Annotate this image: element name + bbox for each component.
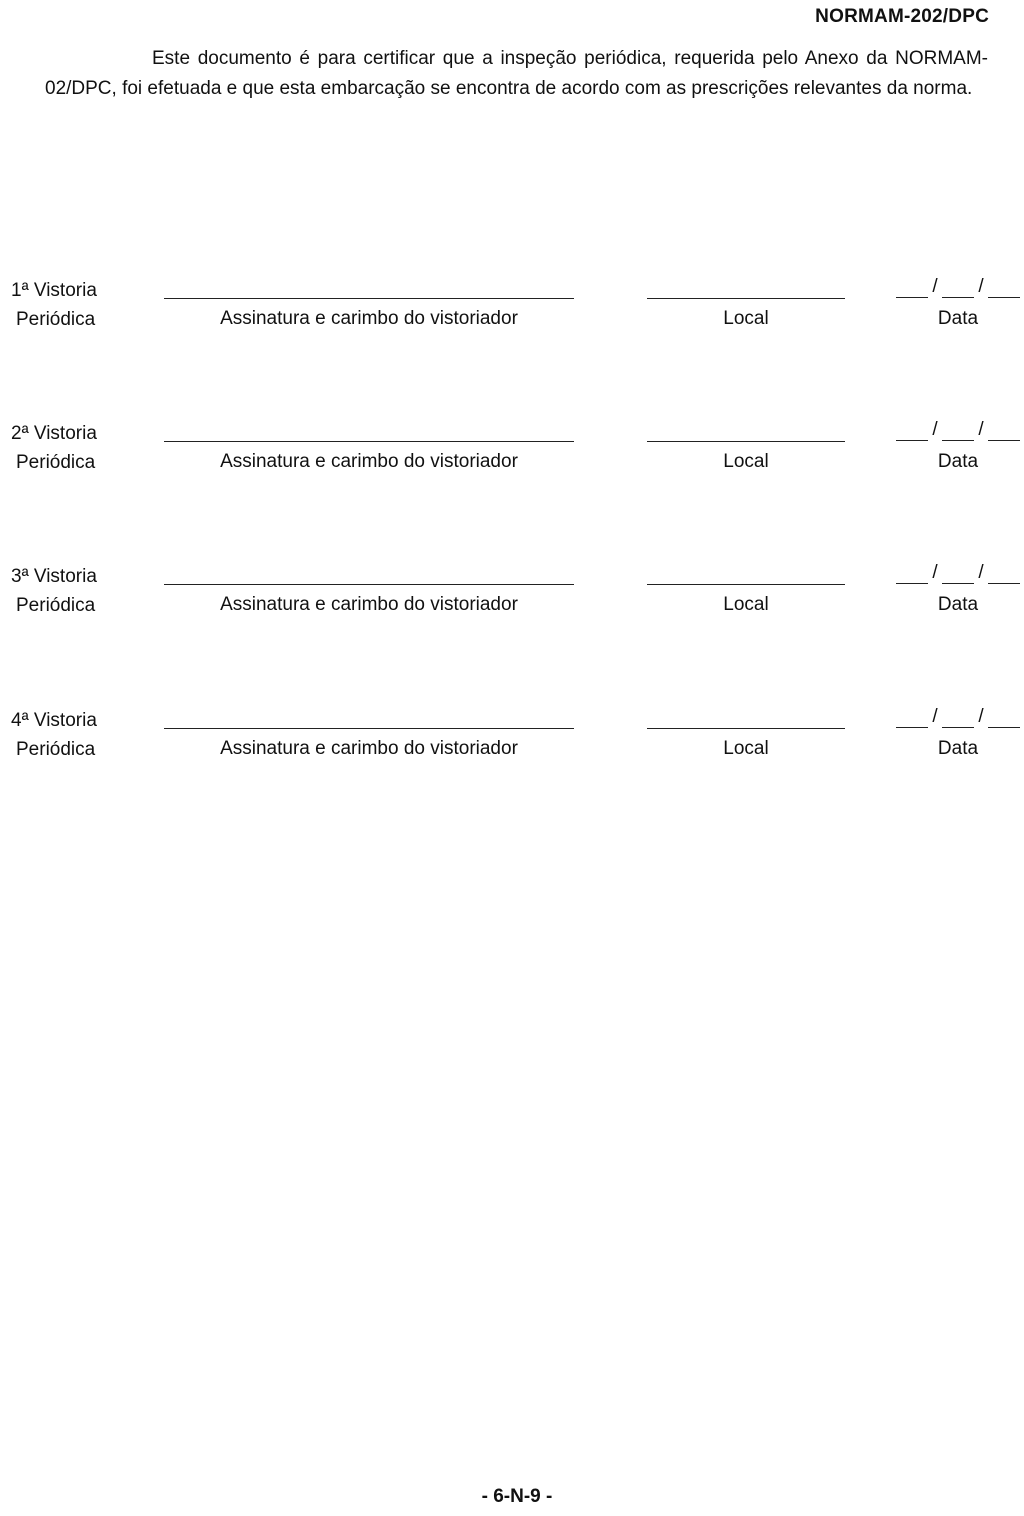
- intro-paragraph: Este documento é para certificar que a inspeção periódica, requerida pelo Anexo da NORMAM-02/DPC, foi efetuada e que esta embarcação se encontra de acordo com as prescrições relevantes da norma.: [45, 48, 988, 99]
- survey-label-line2: Periódica: [16, 739, 96, 760]
- date-day-blank[interactable]: [896, 418, 928, 441]
- signature-line[interactable]: [164, 562, 574, 585]
- survey-label: [11, 419, 97, 477]
- survey-label: [11, 706, 97, 764]
- signature-line[interactable]: [164, 276, 574, 299]
- local-caption: Local: [723, 738, 769, 759]
- date-year-blank[interactable]: [988, 561, 1020, 584]
- date-month-blank[interactable]: [942, 275, 974, 298]
- date-caption: Data: [937, 308, 979, 329]
- signature-caption: Assinatura e carimbo do vistoriador: [220, 308, 518, 329]
- local-caption: Local: [723, 451, 769, 472]
- survey-label-line1: 1ª Vistoria: [11, 280, 97, 301]
- date-year-blank[interactable]: [988, 705, 1020, 728]
- date-line[interactable]: [896, 276, 1020, 298]
- survey-label-line1: 2ª Vistoria: [11, 423, 97, 444]
- date-separator: /: [978, 419, 984, 440]
- signature-caption: Assinatura e carimbo do vistoriador: [220, 594, 518, 615]
- date-separator: /: [978, 562, 984, 583]
- date-separator: /: [978, 706, 984, 727]
- date-month-blank[interactable]: [942, 418, 974, 441]
- date-separator: /: [978, 276, 984, 297]
- date-month-blank[interactable]: [942, 705, 974, 728]
- survey-label-line2: Periódica: [16, 452, 96, 473]
- local-caption: Local: [723, 594, 769, 615]
- local-line[interactable]: [647, 562, 845, 585]
- date-caption: Data: [937, 738, 979, 759]
- date-line[interactable]: [896, 562, 1020, 584]
- date-month-blank[interactable]: [942, 561, 974, 584]
- date-separator: /: [932, 562, 938, 583]
- survey-label-line1: 3ª Vistoria: [11, 566, 97, 587]
- survey-row-1: [0, 276, 1024, 336]
- date-separator: /: [932, 419, 938, 440]
- date-caption: Data: [937, 594, 979, 615]
- survey-row-4: [0, 706, 1024, 766]
- date-caption: Data: [937, 451, 979, 472]
- date-day-blank[interactable]: [896, 561, 928, 584]
- survey-label: [11, 276, 97, 334]
- signature-caption: Assinatura e carimbo do vistoriador: [220, 738, 518, 759]
- survey-label: [11, 562, 97, 620]
- local-line[interactable]: [647, 276, 845, 299]
- document-header-code: NORMAM-202/DPC: [815, 6, 989, 27]
- signature-line[interactable]: [164, 419, 574, 442]
- date-day-blank[interactable]: [896, 705, 928, 728]
- local-line[interactable]: [647, 419, 845, 442]
- local-caption: Local: [723, 308, 769, 329]
- local-line[interactable]: [647, 706, 845, 729]
- date-year-blank[interactable]: [988, 418, 1020, 441]
- date-day-blank[interactable]: [896, 275, 928, 298]
- survey-label-line2: Periódica: [16, 595, 96, 616]
- page-number: - 6-N-9 -: [481, 1486, 553, 1507]
- intro-paragraph-block: [45, 44, 988, 103]
- survey-label-line2: Periódica: [16, 309, 96, 330]
- survey-row-2: [0, 419, 1024, 479]
- date-separator: /: [932, 706, 938, 727]
- survey-label-line1: 4ª Vistoria: [11, 710, 97, 731]
- survey-row-3: [0, 562, 1024, 622]
- date-line[interactable]: [896, 706, 1020, 728]
- date-year-blank[interactable]: [988, 275, 1020, 298]
- date-separator: /: [932, 276, 938, 297]
- signature-line[interactable]: [164, 706, 574, 729]
- signature-caption: Assinatura e carimbo do vistoriador: [220, 451, 518, 472]
- date-line[interactable]: [896, 419, 1020, 441]
